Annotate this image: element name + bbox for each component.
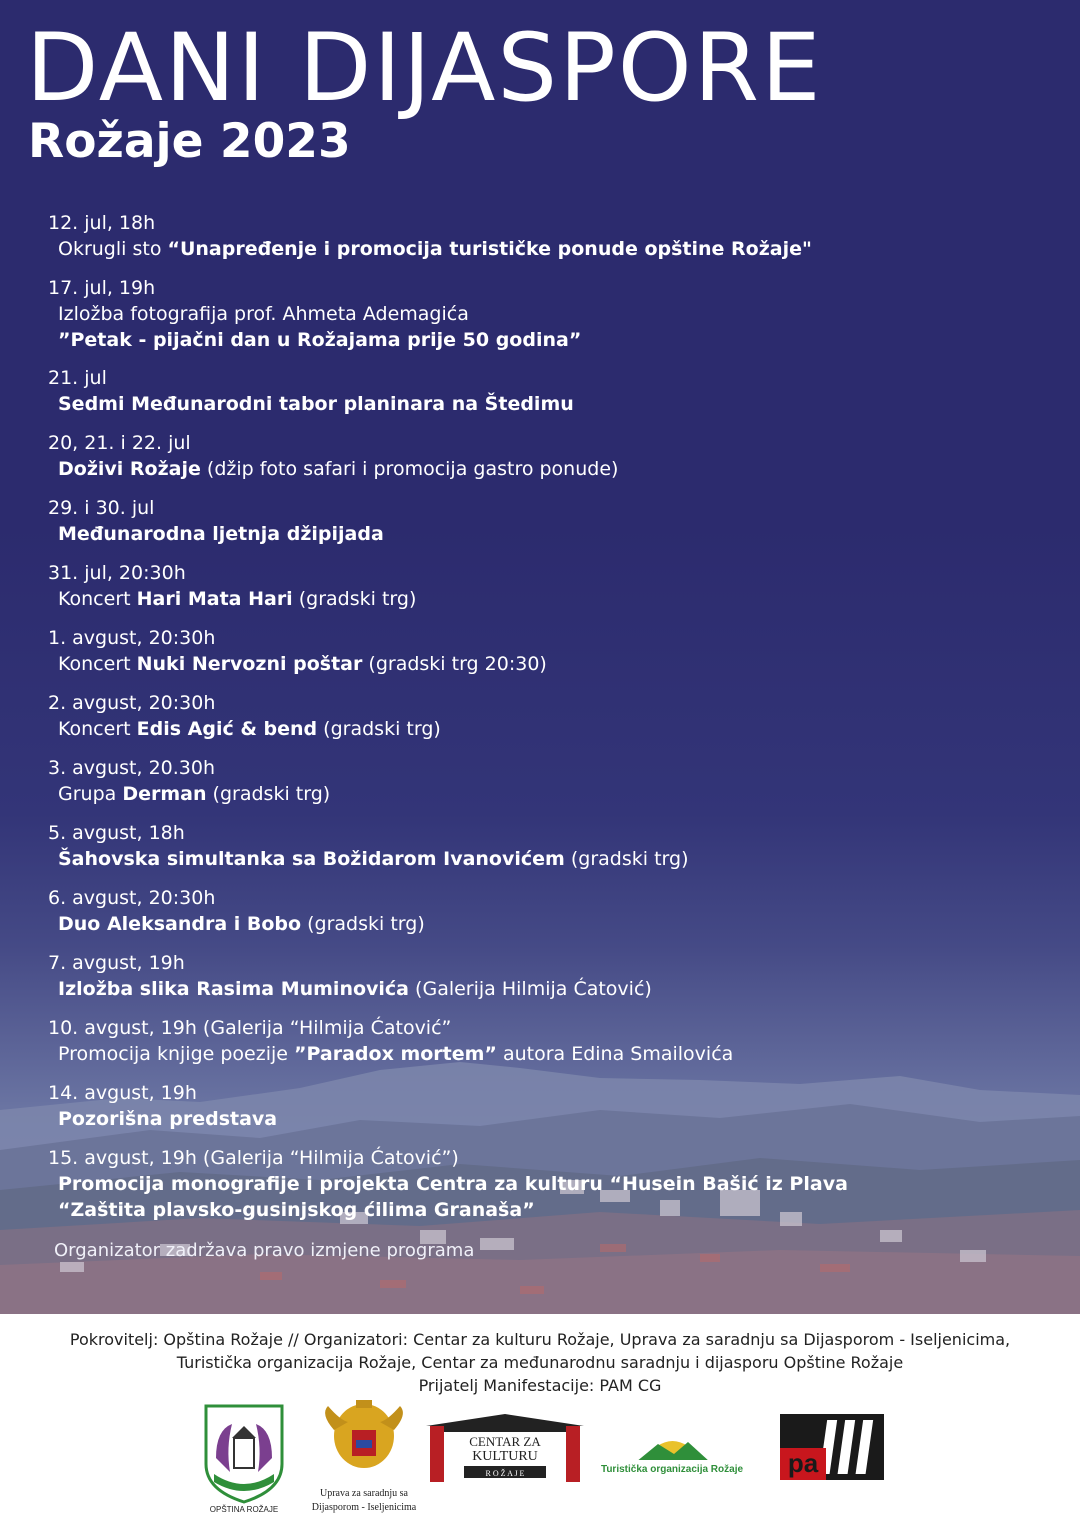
event-date: 2. avgust, 20:30h xyxy=(48,692,216,714)
pam-text: pa xyxy=(787,1448,819,1478)
event-text: (gradski trg) xyxy=(206,783,331,805)
event-text: Koncert xyxy=(58,653,137,675)
event-text: Koncert xyxy=(58,718,137,740)
opstina-crest-icon xyxy=(198,1402,290,1514)
event-text: (gradski trg) xyxy=(292,588,417,610)
credits-line-1: Pokrovitelj: Opština Rožaje // Organizatori: Centar za kulturu Rožaje, Uprava za saradnju sa Dijasporom - Iseljenicima, xyxy=(69,1330,1011,1349)
event-text: Okrugli sto xyxy=(58,238,168,260)
event-text: (džip foto safari i promocija gastro ponude) xyxy=(200,458,619,480)
event-description xyxy=(58,716,1046,742)
event-item xyxy=(46,430,1046,495)
event-highlight: Duo Aleksandra i Bobo xyxy=(58,913,302,935)
event-text: autora Edina Smailovića xyxy=(496,1043,734,1065)
event-description xyxy=(58,236,1046,262)
event-item xyxy=(46,625,1046,690)
event-text: (gradski trg) xyxy=(301,913,425,935)
event-date: 31. jul, 20:30h xyxy=(48,562,186,584)
event-date: 1. avgust, 20:30h xyxy=(48,627,216,649)
event-item xyxy=(46,1080,1046,1145)
event-item xyxy=(46,365,1046,430)
pam-logo xyxy=(780,1414,884,1480)
event-highlight: Doživi Rožaje xyxy=(58,458,201,480)
turisticka-caption: Turistička organizacija Rožaje xyxy=(600,1464,744,1475)
event-text: (gradski trg) xyxy=(317,718,441,740)
event-description xyxy=(58,1197,1046,1223)
poster-title: DANI DIJASPORE xyxy=(26,14,823,123)
credits-line-2: Turistička organizacija Rožaje, Centar za međunarodnu saradnju i dijasporu Opštine Rožaje xyxy=(176,1353,904,1372)
event-date: 7. avgust, 19h xyxy=(48,952,185,974)
centar-line-3: R O Ž A J E xyxy=(485,1469,525,1478)
event-highlight: “Zaštita plavsko-gusinjskog ćilima Granaša” xyxy=(58,1199,535,1221)
event-text: Koncert xyxy=(58,588,137,610)
event-highlight: ”Paradox mortem” xyxy=(294,1043,497,1065)
event-item xyxy=(46,820,1046,885)
event-item xyxy=(46,690,1046,755)
event-date: 10. avgust, 19h (Galerija “Hilmija Ćatović” xyxy=(48,1017,452,1039)
event-description xyxy=(58,301,1046,327)
event-description xyxy=(58,651,1046,677)
turisticka-organizacija-logo xyxy=(596,1424,748,1480)
event-item xyxy=(46,495,1046,560)
event-item xyxy=(46,1145,1046,1245)
event-item xyxy=(46,275,1046,365)
centar-line-1: CENTAR ZA xyxy=(469,1434,541,1449)
event-description xyxy=(58,1171,1046,1197)
event-text: Grupa xyxy=(58,783,123,805)
event-date: 5. avgust, 18h xyxy=(48,822,185,844)
event-date: 21. jul xyxy=(48,367,107,389)
event-highlight: Sedmi Međunarodni tabor planinara na Štedimu xyxy=(58,393,574,415)
event-date: 6. avgust, 20:30h xyxy=(48,887,216,909)
event-highlight: Derman xyxy=(122,783,207,805)
centar-line-2: KULTURU xyxy=(472,1449,538,1464)
event-date: 17. jul, 19h xyxy=(48,277,156,299)
event-highlight: Izložba slika Rasima Muminovića xyxy=(58,978,410,1000)
event-date: 12. jul, 18h xyxy=(48,212,156,234)
event-description xyxy=(58,1106,1046,1132)
event-highlight: Pozorišna predstava xyxy=(58,1108,278,1130)
event-highlight: Edis Agić & bend xyxy=(136,718,318,740)
event-description xyxy=(58,1041,1046,1067)
event-text: Izložba fotografija prof. Ahmeta Ademagića xyxy=(58,303,469,325)
montenegro-eagle-icon xyxy=(300,1400,430,1516)
event-date: 15. avgust, 19h (Galerija “Hilmija Ćatović”) xyxy=(48,1147,459,1169)
event-text: (gradski trg) xyxy=(564,848,689,870)
event-highlight: ”Petak - pijačni dan u Rožajama prije 50 godina” xyxy=(58,329,582,351)
event-description xyxy=(58,521,1046,547)
uprava-caption-line-1: Uprava za saradnju sa xyxy=(319,1488,409,1499)
event-date: 29. i 30. jul xyxy=(48,497,155,519)
event-highlight: Promocija monografije i projekta Centra za kulturu “Husein Bašić iz Plava xyxy=(58,1173,848,1195)
event-description xyxy=(58,586,1046,612)
poster-subtitle: Rožaje 2023 xyxy=(28,114,351,169)
event-description xyxy=(58,846,1046,872)
event-highlight: Šahovska simultanka sa Božidarom Ivanovićem xyxy=(58,848,565,870)
event-highlight: Nuki Nervozni poštar xyxy=(136,653,363,675)
event-text: (gradski trg 20:30) xyxy=(362,653,547,675)
uprava-caption-line-2: Dijasporom - Iseljenicima xyxy=(311,1502,417,1513)
event-description xyxy=(58,781,1046,807)
event-item xyxy=(46,755,1046,820)
centar-za-kulturu-logo xyxy=(424,1412,586,1486)
event-description xyxy=(58,391,1046,417)
event-highlight: Međunarodna ljetnja džipijada xyxy=(58,523,384,545)
event-text: Promocija knjige poezije xyxy=(58,1043,294,1065)
opstina-caption: OPŠTINA ROŽAJE xyxy=(209,1505,279,1514)
event-item xyxy=(46,1015,1046,1080)
credits xyxy=(0,1328,1080,1397)
event-item xyxy=(46,950,1046,1015)
event-description xyxy=(58,327,1046,353)
event-highlight: Hari Mata Hari xyxy=(136,588,293,610)
event-list xyxy=(46,210,1046,1245)
organizer-note: Organizator zadržava pravo izmjene programa xyxy=(54,1240,475,1261)
sponsor-logos xyxy=(0,1400,1080,1528)
event-description xyxy=(58,456,1046,482)
event-text: (Galerija Hilmija Ćatović) xyxy=(409,978,652,1000)
event-description xyxy=(58,911,1046,937)
event-item xyxy=(46,560,1046,625)
event-date: 20, 21. i 22. jul xyxy=(48,432,191,454)
event-date: 3. avgust, 20.30h xyxy=(48,757,216,779)
event-date: 14. avgust, 19h xyxy=(48,1082,197,1104)
event-item xyxy=(46,210,1046,275)
event-highlight: “Unapređenje i promocija turističke ponude opštine Rožaje" xyxy=(167,238,812,260)
event-description xyxy=(58,976,1046,1002)
event-item xyxy=(46,885,1046,950)
credits-line-3: Prijatelj Manifestacije: PAM CG xyxy=(418,1376,662,1395)
